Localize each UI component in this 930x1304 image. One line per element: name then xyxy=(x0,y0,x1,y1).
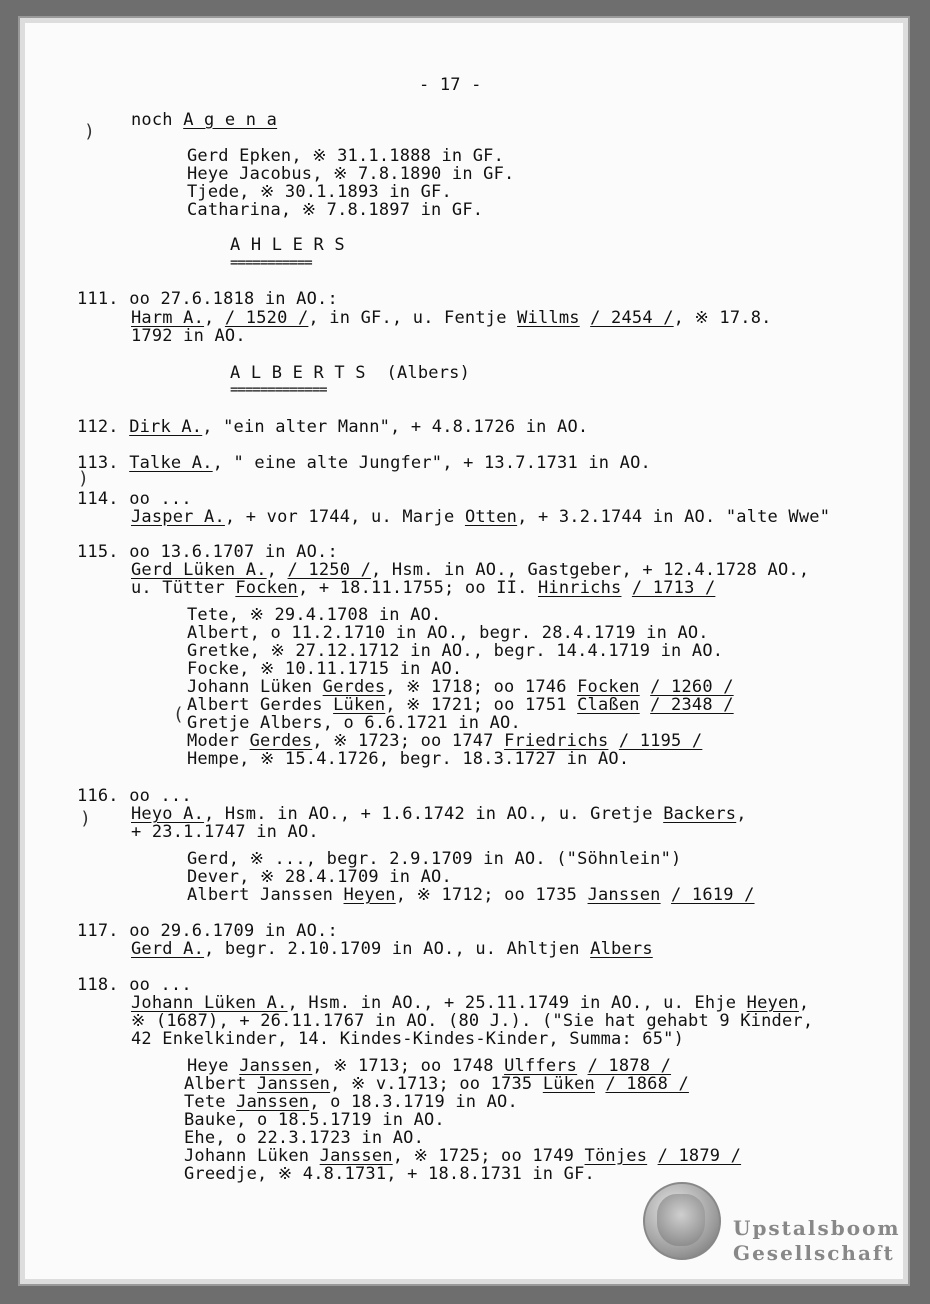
entry-117-marriage: 117. oo 29.6.1709 in AO.: xyxy=(77,921,338,941)
child-line: Focke, ※ 10.11.1715 in AO. xyxy=(187,659,463,679)
heading-underline: =========== xyxy=(230,255,312,271)
child-line: Tjede, ※ 30.1.1893 in GF. xyxy=(187,182,452,202)
child-line: Albert Gerdes Lüken, ※ 1721; oo 1751 Claßen / 2348 / xyxy=(187,695,734,715)
child-line: Albert Janssen Heyen, ※ 1712; oo 1735 Janssen / 1619 / xyxy=(187,885,755,905)
entry-111-line1: Harm A., / 1520 /, in GF., u. Fentje Willms / 2454 /, ※ 17.8. xyxy=(131,308,772,328)
margin-mark: ) xyxy=(80,808,91,829)
heading-underline: ============= xyxy=(230,382,327,398)
child-line: Tete Janssen, o 18.3.1719 in AO. xyxy=(184,1092,518,1112)
child-line: Moder Gerdes, ※ 1723; oo 1747 Friedrichs / 1195 / xyxy=(187,731,703,751)
child-line: Greedje, ※ 4.8.1731, + 18.8.1731 in GF. xyxy=(184,1164,595,1184)
entry-115-line2: u. Tütter Focken, + 18.11.1755; oo II. Hinrichs / 1713 / xyxy=(131,578,716,598)
margin-mark: ( xyxy=(173,704,184,725)
child-line: Albert Janssen, ※ v.1713; oo 1735 Lüken / 1868 / xyxy=(184,1074,689,1094)
child-line: Catharina, ※ 7.8.1897 in GF. xyxy=(187,200,484,220)
child-line: Albert, o 11.2.1710 in AO., begr. 28.4.1719 in AO. xyxy=(187,623,709,643)
child-line: Tete, ※ 29.4.1708 in AO. xyxy=(187,605,442,625)
section-agena-heading: noch A g e n a xyxy=(131,110,278,130)
society-seal-icon xyxy=(643,1182,721,1260)
child-line: Johann Lüken Janssen, ※ 1725; oo 1749 Tönjes / 1879 / xyxy=(184,1146,742,1166)
entry-111-marriage: 111. oo 27.6.1818 in AO.: xyxy=(77,289,338,309)
child-line: Gerd Epken, ※ 31.1.1888 in GF. xyxy=(187,146,505,166)
logo-text-line1: Upstalsboom xyxy=(733,1216,901,1240)
child-line: Bauke, o 18.5.1719 in AO. xyxy=(184,1110,445,1130)
child-line: Gerd, ※ ..., begr. 2.9.1709 in AO. ("Söhnlein") xyxy=(187,849,682,869)
entry-116-line2: + 23.1.1747 in AO. xyxy=(131,822,319,842)
child-line: Gretje Albers, o 6.6.1721 in AO. xyxy=(187,713,521,733)
margin-mark: ) xyxy=(78,468,89,489)
child-line: Hempe, ※ 15.4.1726, begr. 18.3.1727 in AO. xyxy=(187,749,630,769)
entry-118-line3: 42 Enkelkinder, 14. Kindes-Kindes-Kinder, Summa: 65") xyxy=(131,1029,685,1049)
entry-114-marriage: 114. oo ... xyxy=(77,489,192,509)
section-alberts-heading: A L B E R T S (Albers) xyxy=(230,363,471,383)
child-line: Gretke, ※ 27.12.1712 in AO., begr. 14.4.1719 in AO. xyxy=(187,641,724,661)
margin-mark: ) xyxy=(84,121,95,142)
child-line: Heye Janssen, ※ 1713; oo 1748 Ulffers / 1878 / xyxy=(187,1056,672,1076)
entry-118-marriage: 118. oo ... xyxy=(77,975,192,995)
child-line: Dever, ※ 28.4.1709 in AO. xyxy=(187,867,452,887)
logo-text-line2: Gesellschaft xyxy=(733,1241,895,1265)
entry-112: 112. Dirk A., "ein alter Mann", + 4.8.1726 in AO. xyxy=(77,417,589,437)
child-line: Johann Lüken Gerdes, ※ 1718; oo 1746 Focken / 1260 / xyxy=(187,677,734,697)
entry-115-line1: Gerd Lüken A., / 1250 /, Hsm. in AO., Gastgeber, + 12.4.1728 AO., xyxy=(131,560,810,580)
entry-118-line2: ※ (1687), + 26.11.1767 in AO. (80 J.). ("Sie hat gehabt 9 Kinder, xyxy=(131,1011,814,1031)
entry-114-line1: Jasper A., + vor 1744, u. Marje Otten, + 3.2.1744 in AO. "alte Wwe" xyxy=(131,507,831,527)
section-ahlers-heading: A H L E R S xyxy=(230,235,345,255)
entry-116-marriage: 116. oo ... xyxy=(77,786,192,806)
entry-116-line1: Heyo A., Hsm. in AO., + 1.6.1742 in AO., u. Gretje Backers, xyxy=(131,804,747,824)
child-line: Ehe, o 22.3.1723 in AO. xyxy=(184,1128,425,1148)
child-line: Heye Jacobus, ※ 7.8.1890 in GF. xyxy=(187,164,515,184)
page-number: - 17 - xyxy=(419,75,482,95)
entry-113: 113. Talke A., " eine alte Jungfer", + 13.7.1731 in AO. xyxy=(77,453,651,473)
entry-117-line1: Gerd A., begr. 2.10.1709 in AO., u. Ahltjen Albers xyxy=(131,939,653,959)
entry-118-line1: Johann Lüken A., Hsm. in AO., + 25.11.1749 in AO., u. Ehje Heyen, xyxy=(131,993,810,1013)
entry-111-line2: 1792 in AO. xyxy=(131,326,246,346)
entry-115-marriage: 115. oo 13.6.1707 in AO.: xyxy=(77,542,338,562)
